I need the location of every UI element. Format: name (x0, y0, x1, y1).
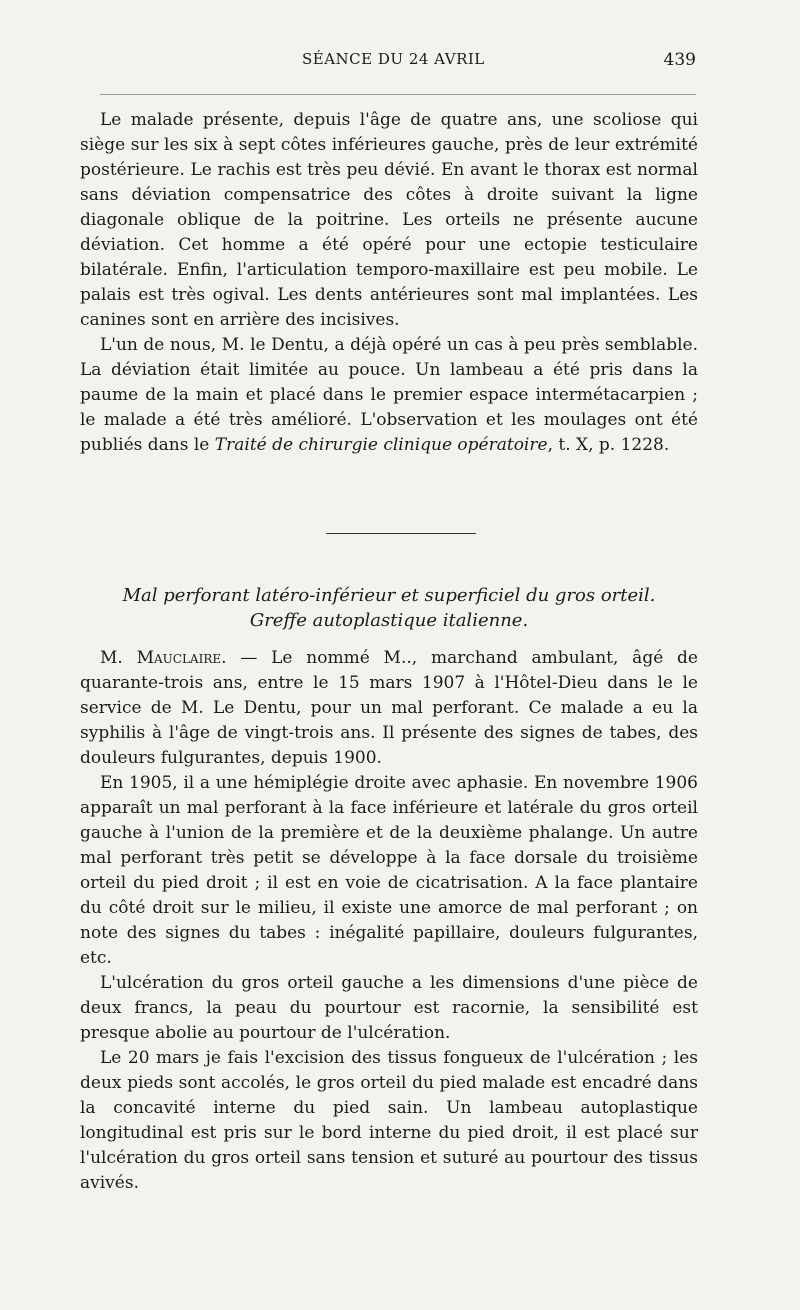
paragraph: Le malade présente, depuis l'âge de quatre ans, une scoliose qui siège sur les six à sept côtes inférieures gauche, près de leur extrémité postérieure. Le rachis est très peu dévié. En avant le thorax est normal sans déviation compensatrice des côtes à droite suivant la ligne diagonale oblique de la poitrine. Les orteils ne présente aucune déviation. Cet homme a été opéré pour une ectopie testiculaire bilatérale. Enfin, l'articulation temporo-maxillaire est peu mobile. Le palais est très ogival. Les dents antérieures sont mal implantées. Les canines sont en arrière des incisives. (80, 110, 698, 330)
header-title: SÉANCE DU 24 AVRIL (302, 50, 485, 68)
book-title: Traité de chirurgie clinique opératoire (214, 435, 548, 455)
header-rule (100, 94, 696, 95)
running-header (80, 50, 696, 74)
paragraph: En 1905, il a une hémiplégie droite avec aphasie. En novembre 1906 apparaît un mal perforant à la face inférieure et latérale du gros orteil gauche à l'union de la première et de la deuxième phalange. Un autre mal perforant très petit se développe à la face dorsale du troisième orteil du pied droit ; il est en voie de cicatrisation. A la face plantaire du côté droit sur le milieu, il existe une amorce de mal perforant ; on note des signes du tabes : inégalité papillaire, douleurs fulgurantes, etc. (80, 773, 698, 968)
article-title-line: Mal perforant latéro-inférieur et superficiel du gros orteil. (122, 585, 656, 606)
section-2-text (80, 646, 698, 1196)
paragraph-text: L'un de nous, M. le Dentu, a déjà opéré un cas à peu près semblable. La déviation était limitée au pouce. Un lambeau a été pris dans la paume de la main et placé dans le premier espace intermétacarpien ; le malade a été très amélioré. L'observation et les moulages ont été publiés dans le (80, 335, 698, 455)
paragraph: L'ulcération du gros orteil gauche a les dimensions d'une pièce de deux francs, la peau du pourtour est racornie, la sensibilité est presque abolie au pourtour de l'ulcération. (80, 973, 698, 1043)
paragraph (80, 333, 698, 458)
paragraph-text: — Le nommé M.., marchand ambulant, âgé de quarante-trois ans, entre le 15 mars 1907 à l'Hôtel-Dieu dans le le service de M. Le Dentu, pour un mal perforant. Ce malade a eu la syphilis à l'âge de vingt-trois ans. Il présente des signes de tabes, des douleurs fulgurantes, depuis 1900. (80, 648, 698, 768)
article-title-line: Greffe autoplastique italienne. (249, 610, 529, 631)
page-number: 439 (663, 50, 696, 70)
section-1-text (80, 108, 698, 458)
paragraph-text: , t. X, p. 1228. (547, 435, 670, 455)
paragraph: Le 20 mars je fais l'excision des tissus fongueux de l'ulcération ; les deux pieds sont accolés, le gros orteil du pied malade est encadré dans la concavité interne du pied sain. Un lambeau autoplastique longitudinal est pris sur le bord interne du pied droit, il est placé sur l'ulcération du gros orteil sans tension et suturé au pourtour des tissus avivés. (80, 1048, 698, 1193)
section-divider (326, 533, 476, 534)
paragraph (80, 646, 698, 771)
article-title (80, 583, 698, 633)
author-name: M. Mauclaire. (100, 648, 227, 668)
